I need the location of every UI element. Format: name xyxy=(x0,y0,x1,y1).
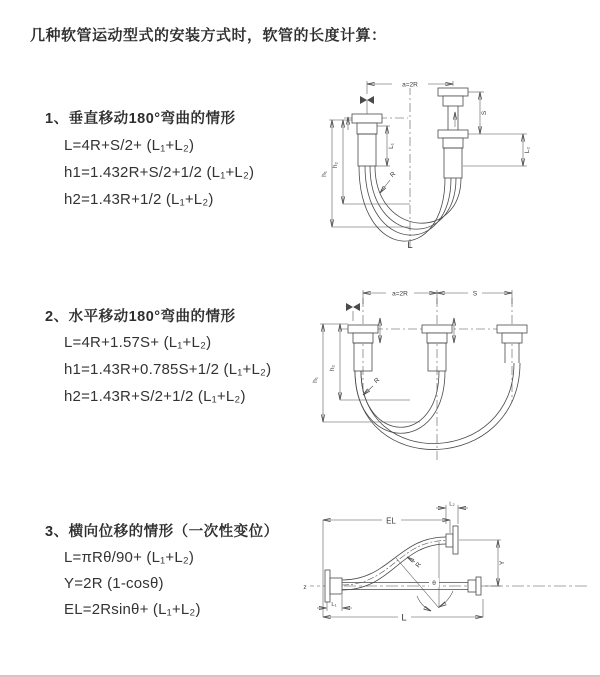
left-pipe-fitting xyxy=(352,114,382,166)
displaced-flange xyxy=(453,526,458,554)
centerline-mark: z xyxy=(303,584,307,591)
dim-label-h2: h₂ xyxy=(329,364,336,372)
middle-pipe-fitting xyxy=(422,325,452,371)
formula-3-1: L=πRθ/90+ (L₁+L₂) xyxy=(64,549,195,566)
right-flange xyxy=(476,577,481,595)
formula-1-2: h1=1.432R+S/2+1/2 (L₁+L₂) xyxy=(64,164,255,181)
formula-2-1: L=4R+1.57S+ (L₁+L₂) xyxy=(64,334,212,351)
hose-displaced-position xyxy=(342,526,458,590)
diagram-3-lateral-displacement xyxy=(298,500,598,660)
label-bend-radius: R xyxy=(414,561,423,570)
dim-label-stroke: S xyxy=(472,290,478,298)
label-hose-length: L xyxy=(407,240,413,251)
section-2-heading: 2、水平移动180°弯曲的情形 xyxy=(45,309,236,325)
dim-label-l1: L₁ xyxy=(388,143,395,149)
dim-label-stroke: S xyxy=(481,110,488,116)
section-3-heading: 3、横向位移的情形（一次性变位） xyxy=(45,524,279,540)
formula-1-1: L=4R+S/2+ (L₁+L₂) xyxy=(64,137,195,154)
left-flange xyxy=(325,570,342,602)
dim-label-h1: h₁ xyxy=(312,377,319,383)
angle-theta-construction xyxy=(396,542,453,611)
valve-icon xyxy=(346,303,360,321)
diagram-2-horizontal-180-bend xyxy=(310,280,600,470)
dim-label-span: a=2R xyxy=(392,290,408,298)
right-pipe-fitting xyxy=(438,88,468,178)
dim-label-el: EL xyxy=(386,516,396,526)
label-bend-radius: R xyxy=(372,376,382,386)
dim-label-y: Y xyxy=(499,560,506,566)
section-1-heading: 1、垂直移动180°弯曲的情形 xyxy=(45,111,236,127)
valve-icon xyxy=(360,96,374,114)
braid-section xyxy=(444,148,462,178)
dim-label-l2: L₂ xyxy=(449,501,455,508)
dim-label-l1: L₁ xyxy=(331,602,337,608)
dim-label-h1: h₁ xyxy=(321,171,328,177)
diagram-1-vertical-180-bend xyxy=(310,70,600,260)
dim-label-l2: L₂ xyxy=(524,146,531,154)
formula-2-2: h1=1.43R+0.785S+1/2 (L₁+L₂) xyxy=(64,361,272,378)
label-bend-radius: R xyxy=(388,170,398,180)
left-pipe-fitting xyxy=(348,325,378,371)
formula-3-2: Y=2R (1-cosθ) xyxy=(64,575,164,592)
formula-2-3: h2=1.43R+S/2+1/2 (L₁+L₂) xyxy=(64,388,246,405)
dim-label-h2: h₂ xyxy=(332,161,339,169)
hose-u-bend xyxy=(355,363,520,450)
braid-section xyxy=(358,134,376,166)
page-title: 几种软管运动型式的安装方式时，软管的长度计算： xyxy=(30,27,387,44)
formula-3-3: EL=2Rsinθ+ (L₁+L₂) xyxy=(64,601,201,618)
dim-label-span: a=2R xyxy=(402,81,418,89)
angle-label-theta: θ xyxy=(432,580,436,587)
dim-label-l: L xyxy=(401,612,407,624)
formula-1-3: h2=1.43R+1/2 (L₁+L₂) xyxy=(64,191,214,208)
